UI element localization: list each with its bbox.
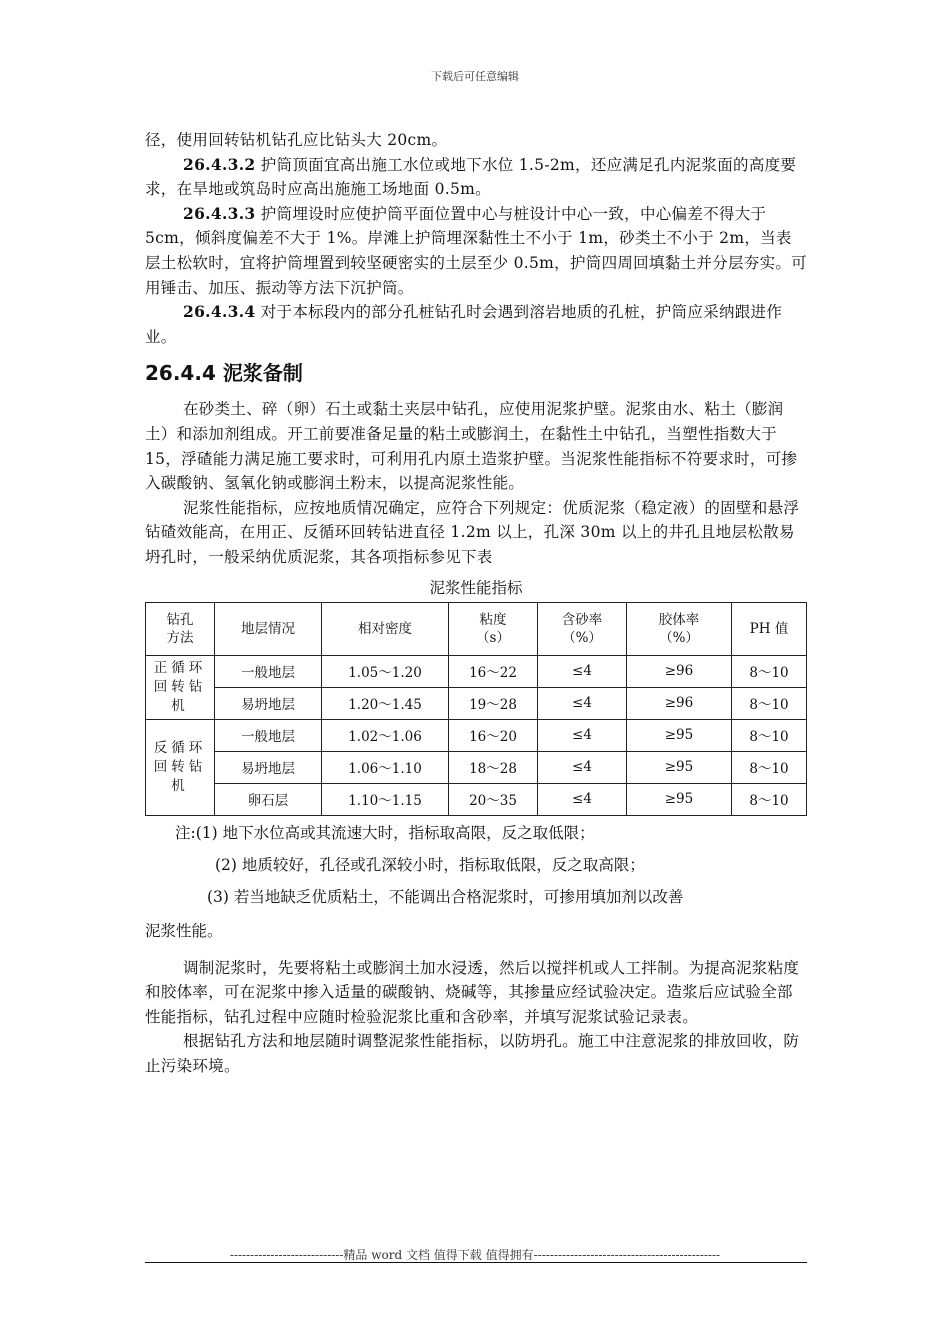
header-cell xyxy=(215,602,322,655)
table-cell: 1.05～1.20 xyxy=(322,655,449,687)
table-cell: 20～35 xyxy=(449,783,538,815)
table-cell: 16～20 xyxy=(449,719,538,751)
clause-26-4-3-4 xyxy=(145,300,807,349)
header-text: 含砂率 （%） xyxy=(561,611,603,646)
header-text: PH 值 xyxy=(749,620,789,637)
header-text: 地层情况 xyxy=(241,620,295,637)
paragraph: 根据钻孔方法和地层随时调整泥浆性能指标，以防坍孔。施工中注意泥浆的排放回收，防止污染环境。 xyxy=(145,1032,800,1075)
header-text: 粘度 （s） xyxy=(476,611,510,646)
method-cell: 正循环回转钻机 xyxy=(146,655,215,719)
table-cell: 8～10 xyxy=(732,783,807,815)
header-cell xyxy=(732,602,807,655)
table-note-3-continuation: 泥浆性能。 xyxy=(145,921,223,940)
table-cell: 8～10 xyxy=(732,751,807,783)
clause-number: 26.4.3.4 xyxy=(183,302,256,322)
paragraph-continuation xyxy=(145,128,807,153)
table-cell: ≥95 xyxy=(627,783,732,815)
method-cell: 反循环回转钻机 xyxy=(146,719,215,815)
header-cell xyxy=(449,602,538,655)
clause-text: 护筒顶面宜高出施工水位或地下水位 1.5-2m，还应满足孔内泥浆面的高度要求，在旱地或筑岛时应高出施施工场地面 0.5m。 xyxy=(145,155,797,199)
table-cell: 一般地层 xyxy=(215,719,322,751)
table-cell: 19～28 xyxy=(449,687,538,719)
table-cell: ≤4 xyxy=(538,751,627,783)
table-note-1: 注:(1) 地下水位高或其流速大时，指标取高限，反之取低限； xyxy=(175,823,595,842)
table-cell: 1.20～1.45 xyxy=(322,687,449,719)
table-row xyxy=(146,719,807,751)
table-cell: 8～10 xyxy=(732,687,807,719)
clause-26-4-3-3 xyxy=(145,202,807,300)
table-cell: 1.02～1.06 xyxy=(322,719,449,751)
table-cell: 易坍地层 xyxy=(215,751,322,783)
table-cell: ≥96 xyxy=(627,687,732,719)
mud-performance-table xyxy=(145,602,807,816)
table-cell: 16～22 xyxy=(449,655,538,687)
clause-text: 护筒埋设时应使护筒平面位置中心与桩设计中心一致，中心偏差不得大于 5cm，倾斜度偏差不大于 1%。岸滩上护筒埋深黏性土不小于 1m，砂类土不小于 2m，当表层土松软时，宜将护筒埋置到较坚硬密实的土层至少 0.5m，护筒四周回填黏土并分层夯实。可用锤击、加压、振动等方法下沉护筒。 xyxy=(145,204,807,297)
document-body xyxy=(145,128,807,1078)
table-cell: 1.10～1.15 xyxy=(322,783,449,815)
paragraph: 调制泥浆时，先要将粘土或膨润土加水浸透，然后以搅拌机或人工拌制。为提高泥浆粘度和胶体率，可在泥浆中掺入适量的碳酸钠、烧碱等，其掺量应经试验决定。造浆后应试验全部性能指标，钻孔过程中应随时检验泥浆比重和含砂率，并填写泥浆试验记录表。 xyxy=(145,958,800,1026)
table-cell: ≤4 xyxy=(538,719,627,751)
table-cell: ≤4 xyxy=(538,655,627,687)
page-footer: ----------------------------精品 word 文档 值得下载 值得拥有---------------------------------------------- xyxy=(229,1248,721,1262)
table-row xyxy=(146,751,807,783)
header-cell xyxy=(146,602,215,655)
header-cell xyxy=(322,602,449,655)
table-cell: 8～10 xyxy=(732,719,807,751)
table-cell: ≤4 xyxy=(538,783,627,815)
table-cell: 一般地层 xyxy=(215,655,322,687)
table-note-2: (2) 地质较好，孔径或孔深较小时，指标取低限，反之取高限； xyxy=(215,855,645,874)
header-text: 相对密度 xyxy=(358,620,412,637)
clause-26-4-3-2 xyxy=(145,153,807,202)
table-row xyxy=(146,655,807,687)
table-cell: 8～10 xyxy=(732,655,807,687)
header-text: 钻孔 方法 xyxy=(166,611,194,646)
header-cell xyxy=(538,602,627,655)
table-cell: ≥95 xyxy=(627,751,732,783)
clause-text: 对于本标段内的部分孔桩钻孔时会遇到溶岩地质的孔桩，护筒应采纳跟进作业。 xyxy=(145,303,783,346)
table-cell: 易坍地层 xyxy=(215,687,322,719)
table-cell: 卵石层 xyxy=(215,783,322,815)
table-cell: ≥96 xyxy=(627,655,732,687)
paragraph-text: 径，使用回转钻机钻孔应比钻头大 20cm。 xyxy=(145,131,448,149)
page-header: 下载后可任意编辑 xyxy=(431,70,519,83)
table-cell: 1.06～1.10 xyxy=(322,751,449,783)
clause-number: 26.4.3.3 xyxy=(183,203,256,223)
header-text: 胶体率 （%） xyxy=(658,611,700,646)
paragraph: 在砂类土、碎（卵）石土或黏土夹层中钻孔，应使用泥浆护壁。泥浆由水、粘土（膨润土）和添加剂组成。开工前要准备足量的粘土或膨润土，在黏性土中钻孔，当塑性指数大于 15，浮碴能力满足施工要求时，可利用孔内原土造浆护壁。当泥浆性能指标不符要求时，可掺入碳酸钠、氢氧化钠或膨润土粉末，以提高泥浆性能。 xyxy=(145,400,798,493)
paragraph: 泥浆性能指标，应按地质情况确定，应符合下列规定：优质泥浆（稳定液）的固壁和悬浮钻碴效能高，在用正、反循环回转钻进直径 1.2m 以上，孔深 30m 以上的井孔且地层松散易坍孔时，一般采纳优质泥浆，其各项指标参见下表 xyxy=(145,498,800,566)
table-cell: 18～28 xyxy=(449,751,538,783)
table-cell: ≥95 xyxy=(627,719,732,751)
section-heading: 26.4.4 泥浆备制 xyxy=(145,361,303,386)
table-title: 泥浆性能指标 xyxy=(429,578,523,597)
clause-number: 26.4.3.2 xyxy=(183,154,256,174)
table-cell: ≤4 xyxy=(538,687,627,719)
table-header-row xyxy=(146,602,807,655)
footer-rule xyxy=(145,1262,807,1263)
header-cell xyxy=(627,602,732,655)
table-row xyxy=(146,687,807,719)
table-row xyxy=(146,783,807,815)
table-note-3: (3) 若当地缺乏优质粘土，不能调出合格泥浆时，可掺用填加剂以改善 xyxy=(207,887,684,906)
